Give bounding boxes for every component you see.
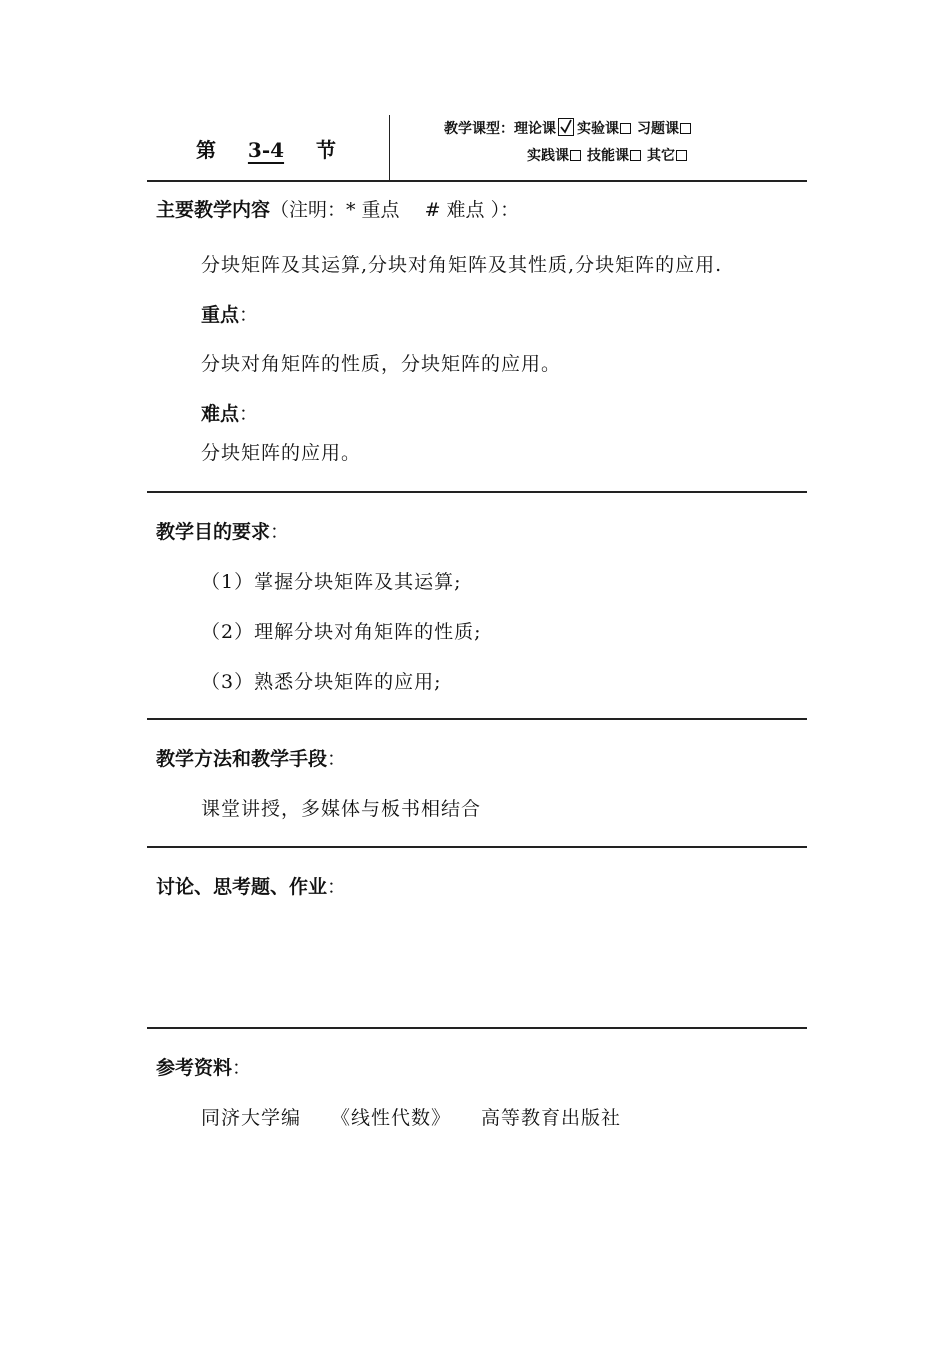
- divider: [147, 180, 807, 182]
- difficulties-text: 分块矩阵的应用。: [201, 442, 362, 464]
- checked-checkbox-icon[interactable]: [558, 118, 574, 136]
- course-type-row-2: [527, 145, 689, 165]
- course-type-other: 其它: [647, 148, 675, 164]
- methods-text: 课堂讲授，多媒体与板书相结合: [201, 798, 482, 820]
- divider: [147, 718, 807, 720]
- main-content-note: （注明：* 重点 # 难点 ）：: [270, 199, 520, 221]
- objective-item: （3）熟悉分块矩阵的应用;: [201, 671, 442, 693]
- course-type-exercise: 习题课: [637, 121, 679, 137]
- course-type-theory: 理论课: [514, 121, 556, 137]
- objective-item: （1）掌握分块矩阵及其运算;: [201, 571, 462, 593]
- checkbox-icon[interactable]: [680, 123, 691, 134]
- objectives-title: 教学目的要求：: [156, 521, 290, 543]
- course-type-label: 教学课型：: [444, 121, 514, 137]
- course-type-row-1: [444, 118, 693, 138]
- lesson-suffix: 节: [316, 138, 336, 162]
- key-points-text: 分块对角矩阵的性质，分块矩阵的应用。: [201, 353, 562, 375]
- checkbox-icon[interactable]: [620, 123, 631, 134]
- difficulties-heading: 难点：: [201, 403, 259, 425]
- objective-item: （2）理解分块对角矩阵的性质;: [201, 621, 482, 643]
- main-content-body: 分块矩阵及其运算,分块对角矩阵及其性质,分块矩阵的应用.: [201, 254, 723, 276]
- header-divider: [389, 115, 390, 181]
- checkbox-icon[interactable]: [630, 150, 641, 161]
- lesson-number: 3-4: [247, 138, 285, 162]
- checkbox-icon[interactable]: [676, 150, 687, 161]
- discussion-title: 讨论、思考题、作业：: [156, 876, 347, 898]
- course-type-skill: 技能课: [587, 148, 629, 164]
- reference-entry: [201, 1103, 621, 1130]
- lesson-number-label: [196, 134, 336, 163]
- course-type-practice: 实践课: [527, 148, 569, 164]
- references-title: 参考资料：: [156, 1057, 252, 1079]
- reference-book: 《线性代数》: [331, 1107, 452, 1129]
- methods-title: 教学方法和教学手段：: [156, 748, 347, 770]
- checkbox-icon[interactable]: [570, 150, 581, 161]
- lesson-prefix: 第: [196, 138, 216, 162]
- reference-publisher: 高等教育出版社: [481, 1107, 622, 1129]
- main-content-title: 主要教学内容（注明：* 重点 # 难点 ）：: [156, 199, 520, 221]
- course-type-lab: 实验课: [577, 121, 619, 137]
- divider: [147, 1027, 807, 1029]
- divider: [147, 846, 807, 848]
- divider: [147, 491, 807, 493]
- key-points-heading: 重点：: [201, 304, 259, 326]
- reference-author: 同济大学编: [201, 1107, 302, 1129]
